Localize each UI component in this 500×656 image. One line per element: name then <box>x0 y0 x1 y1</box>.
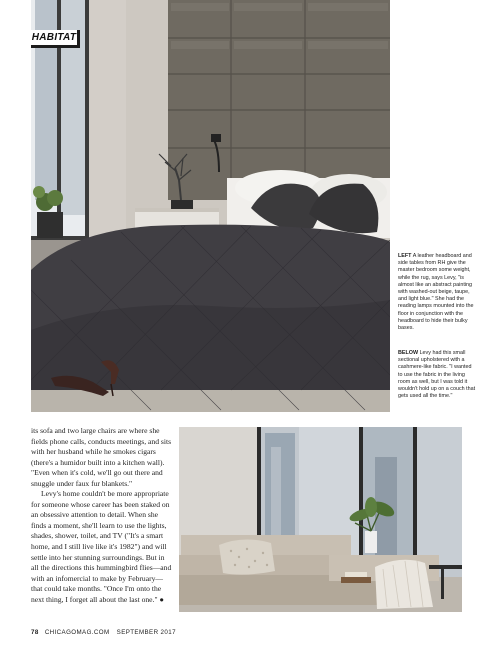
caption-below <box>398 350 476 400</box>
caption-left-lead: LEFT <box>398 253 412 259</box>
footer-date: SEPTEMBER 2017 <box>116 629 176 636</box>
article-body <box>31 426 172 605</box>
body-paragraph-2: Levy's home couldn't be more appropriate for someone whose career has been staked on an obsessive attention to detail. When she finds a moment, she'll learn to use the lights, shades, shower, toilet, and TV ("It's a smart home, and I still live like it's 1982") and will settle into her stunning surroundings. But in all the directions this hummingbird flies—and with an infomercial to make by February—that could take months. "Once I'm onto the next thing, I forget all about the last one." ● <box>31 489 172 604</box>
caption-below-lead: BELOW <box>398 350 419 356</box>
body-paragraph-1: its sofa and two large chairs are where she fields phone calls, conducts meetings, and sits with her husband while he smokes cigars (there's a humidor built into a kitchen wall). "Even when it's cold, we'll go out there and snuggle under faux fur blankets." <box>31 426 172 488</box>
bedroom-photo <box>31 0 390 412</box>
section-tag: HABITAT <box>31 30 80 48</box>
caption-below-text: Levy had this small sectional upholstered with a cashmere-like fabric. "I wanted to use the fabric in the living room as well, but I was told it wouldn't hold up on a couch that gets used all the time." <box>398 350 476 400</box>
footer-site: CHICAGOMAG.COM <box>44 629 110 636</box>
caption-left <box>398 253 476 332</box>
living-room-photo <box>179 427 462 612</box>
caption-left-text: A leather headboard and side tables from RH give the master bedroom some weight, while the rug, says Levy, "is almost like an abstract painting with washed-out beige, taupe, and light blue." She had the reading lamps mounted into the floor in conjunction with the headboard to hide their bulky bases. <box>398 253 474 332</box>
page-number: 78 <box>31 629 39 636</box>
page-footer <box>31 629 176 636</box>
